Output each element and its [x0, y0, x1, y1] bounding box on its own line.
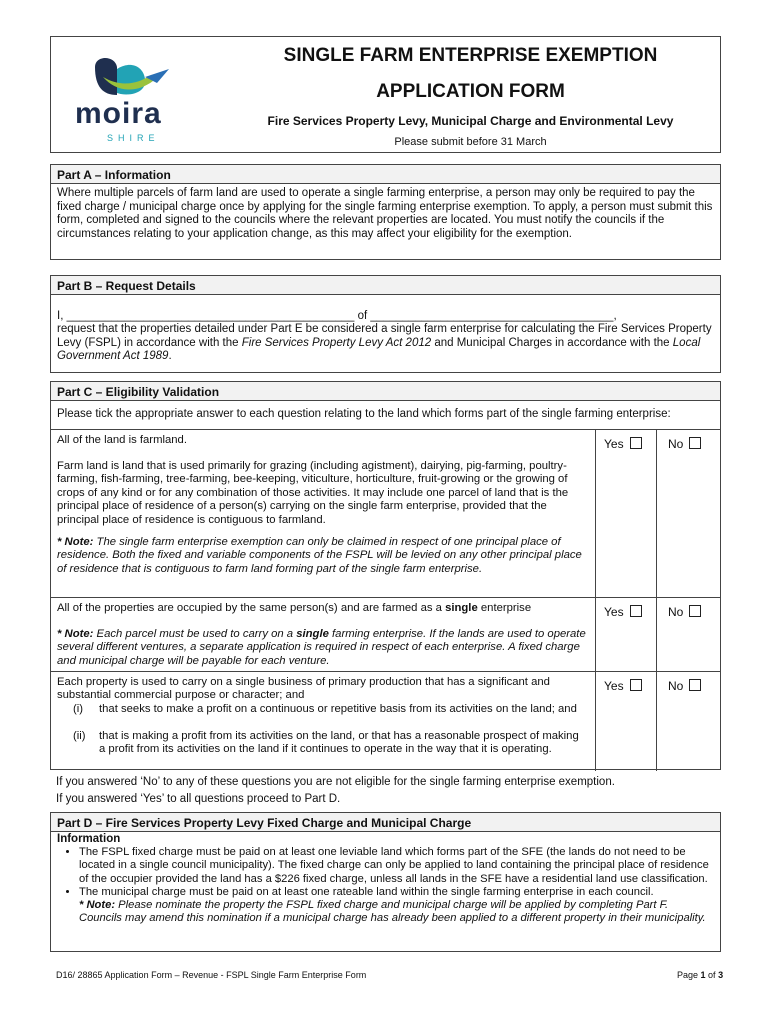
form-title-line1: SINGLE FARM ENTERPRISE EXEMPTION — [283, 45, 658, 66]
logo-sub: SHIRE — [107, 133, 160, 143]
request-text: request that the properties detailed under Part E be considered a single farm enterprise for calculating the Fire Services Property Levy (FSPL) in accordance with the — [57, 323, 712, 349]
q2-no-checkbox[interactable] — [689, 605, 701, 617]
divider — [595, 598, 596, 672]
note-text: The single farm enterprise exemption can only be claimed in respect of one principal place of residence. Both the fixed and variable components of the FSPL will be levied on any other principal place of residence that is contiguous to farm land forming part of the single farm enterprise. — [57, 536, 582, 575]
page-prefix: Page — [677, 970, 701, 980]
question-3-text: Each property is used to carry on a single business of primary production that has a significant and substantial commercial purpose or character; and — [57, 676, 550, 702]
q3-ii-label: (ii) — [73, 730, 86, 742]
divider — [656, 672, 657, 771]
yes-label: Yes — [604, 605, 624, 619]
q1-no-option[interactable] — [668, 437, 701, 451]
part-d-info-label: Information — [57, 833, 121, 845]
note-label: * Note: — [57, 536, 94, 548]
no-label: No — [668, 679, 684, 693]
of-label: of — [354, 310, 371, 322]
applicant-address-field[interactable]: ______________________________________ — [370, 310, 614, 322]
q3-yes-option[interactable] — [604, 679, 642, 693]
part-b-request-text — [57, 323, 714, 364]
page-total: 3 — [718, 970, 724, 980]
question-2-note — [57, 628, 587, 668]
note-label: * Note: — [57, 628, 94, 640]
bullet2-note — [79, 899, 706, 924]
yes-label: Yes — [604, 679, 624, 693]
q3-condition-i: that seeks to make a profit on a continuous or repetitive basis from its activities on the land; and — [99, 703, 577, 715]
q2-yes-option[interactable] — [604, 605, 642, 619]
q2-pre: All of the properties are occupied by the same person(s) and are farmed as a — [57, 602, 446, 614]
note-text-post: farming enterprise. If the lands are used to operate several different ventures, a separate application is required in respect of each enterprise. A fixed charge and municipal charge will be payable for each venture. — [57, 628, 586, 667]
divider — [595, 672, 596, 771]
q1-yes-option[interactable] — [604, 437, 642, 451]
q2-bold: single — [445, 602, 478, 614]
part-a-text: Where multiple parcels of farm land are used to operate a single farming enterprise, a person may only be required to pay the fixed charge / municipal charge once by applying for the single farming enterprise exemption. To apply, a person must submit this form, completed and signed to the councils where the relevant properties are located. You must notify the councils if the circumstances relating to your application change, as this may affect your eligibility for the exemption. — [57, 187, 713, 240]
q2-yes-checkbox[interactable] — [630, 605, 642, 617]
ineligible-note: If you answered ‘No’ to any of these questions you are not eligible for the single farming enterprise exemption. — [56, 776, 615, 788]
logo-name: moira — [75, 97, 162, 130]
part-a-heading: Part A – Information — [51, 165, 720, 184]
proceed-note: If you answered ‘Yes’ to all questions proceed to Part D. — [56, 793, 341, 805]
q3-yes-checkbox[interactable] — [630, 679, 642, 691]
part-b-heading: Part B – Request Details — [51, 276, 720, 295]
question-2-text — [57, 602, 587, 615]
q2-no-option[interactable] — [668, 605, 701, 619]
note-label: * Note: — [79, 899, 116, 912]
header-box — [50, 36, 721, 153]
q3-condition-ii: that is making a profit from its activities on the land, or that has a reasonable prospect of making a profit from its activities on the land if it continues to operate in the way that it is operating. — [99, 730, 579, 756]
question-1-note — [57, 536, 587, 576]
request-text-mid: and Municipal Charges in accordance with the — [431, 336, 673, 349]
part-c-intro: Please tick the appropriate answer to each question relating to the land which forms part of the single farming enterprise: — [57, 408, 671, 420]
no-label: No — [668, 605, 684, 619]
form-title-line2: APPLICATION FORM — [376, 81, 565, 102]
part-d-heading: Part D – Fire Services Property Levy Fixed Charge and Municipal Charge — [51, 813, 720, 832]
page-current: 1 — [700, 970, 706, 980]
part-b-line1 — [57, 310, 714, 324]
question-3-row — [51, 671, 720, 771]
period: . — [168, 350, 172, 362]
page-number — [677, 970, 723, 980]
divider — [656, 430, 657, 598]
farmland-definition: Farm land is land that is used primarily for grazing (including agistment), dairying, pig-farming, poultry-farming, fish-farming, tree-farming, bee-keeping, viticulture, horticulture, fruit-growing or the growing of crops of any kind or for any combination of those activities. It may include one parcel of land that is the principal place of residence of a person(s) carrying on the single farm enterprise, provided that the principal place of residence is contiguous to farmland. — [57, 460, 569, 526]
part-b-box — [50, 275, 721, 373]
question-2-row — [51, 597, 720, 672]
i-label: I, — [57, 310, 67, 322]
part-d-bullets — [57, 846, 714, 926]
divider — [595, 430, 596, 598]
form-subtitle: Fire Services Property Levy, Municipal Charge and Environmental Levy — [267, 114, 674, 128]
divider — [656, 598, 657, 672]
list-item: • The FSPL fixed charge must be paid on at least one leviable land which forms part of the SFE (the lands do not need to be located in a single council municipality). The fixed charge can only be applied to land containing the principal place of residence of the occupier provided the land has a $226 fixed charge, unless all lands in the SFE have a residential land use classification. — [79, 846, 714, 886]
q1-yes-checkbox[interactable] — [630, 437, 642, 449]
part-d-box — [50, 812, 721, 952]
no-label: No — [668, 437, 684, 451]
note-text: Please nominate the property the FSPL fixed charge and municipal charge will be applied by completing Part F. Councils may amend this nomination if a municipal charge has already been applied to a different property in their municipality. — [79, 899, 706, 925]
q1-no-checkbox[interactable] — [689, 437, 701, 449]
part-a-box — [50, 164, 721, 260]
lga-act: Local Government Act 1989 — [57, 336, 701, 362]
q3-no-option[interactable] — [668, 679, 701, 693]
note-text: Each parcel must be used to carry on a — [93, 628, 297, 640]
q3-i-label: (i) — [73, 703, 84, 715]
note-bold: single — [296, 628, 329, 640]
part-c-box — [50, 381, 721, 770]
bullet2-text: The municipal charge must be paid on at least one rateable land within the single farming enterprise in each council. — [79, 885, 654, 898]
comma: , — [613, 310, 617, 322]
question-1-text: All of the land is farmland. — [57, 434, 187, 446]
moira-shire-logo — [73, 47, 193, 147]
question-1-row — [51, 429, 720, 598]
list-item — [79, 886, 714, 926]
submit-deadline: Please submit before 31 March — [394, 136, 547, 148]
part-c-heading: Part C – Eligibility Validation — [51, 382, 720, 401]
page-of: of — [705, 970, 719, 980]
q3-no-checkbox[interactable] — [689, 679, 701, 691]
footer-doc-ref: D16/ 28865 Application Form – Revenue - FSPL Single Farm Enterprise Form — [56, 970, 367, 980]
fspl-act: Fire Services Property Levy Act 2012 — [241, 336, 432, 349]
applicant-name-field[interactable]: _____________________________________________ — [66, 310, 355, 322]
yes-label: Yes — [604, 437, 624, 451]
q2-post: enterprise — [477, 602, 532, 614]
